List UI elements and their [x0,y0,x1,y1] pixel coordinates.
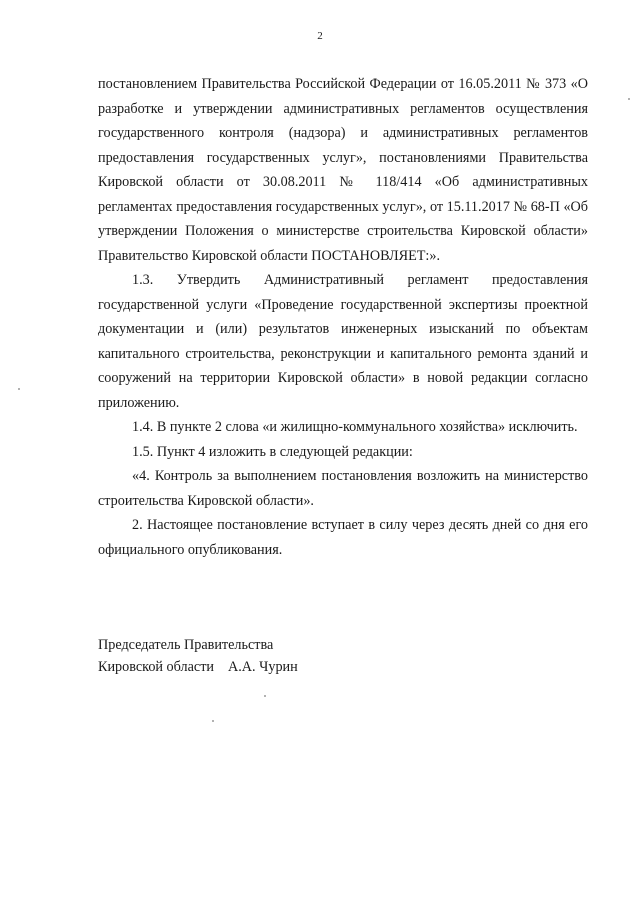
scan-speck [18,388,20,390]
paragraph-preamble-continuation: постановлением Правительства Российской Федерации от 16.05.2011 № 373 «О разработке и утверждении административных регламентов осуществления государственного контроля (надзора) и административных регламентов предоставления государственных услуг», постановлениями Правительства Кировской области от 30.08.2011 № 118/414 «Об административных регламентах предоставления государственных услуг», от 15.11.2017 № 68-П «Об утверждении Положения о министерстве строительства Кировской области» Правительство Кировской области ПОСТАНОВЛЯЕТ:». [98,76,588,264]
scan-speck [628,98,630,100]
paragraph-item-1-4: 1.4. В пункте 2 слова «и жилищно-коммунального хозяйства» исключить. [132,419,578,435]
paragraph-item-1-5: 1.5. Пункт 4 изложить в следующей редакции: [132,443,413,460]
paragraph-item-1-3: 1.3. Утвердить Административный регламент предоставления государственной услуги «Проведение государственной экспертизы проектной документации и (или) результатов инженерных изысканий по объектам капитального строительства, реконструкции и капитального ремонта зданий и сооружений на территории Кировской области» в новой редакции согласно приложению. [98,272,588,411]
scan-speck [212,720,214,722]
signature-title-line-2 [98,656,498,678]
paragraph-item-4-quote: «4. Контроль за выполнением постановления возложить на министерство строительства Кировской области». [98,468,588,509]
signature-title-line-1: Председатель Правительства [98,637,274,653]
signature-block [98,634,498,678]
signature-region: Кировской области [98,659,214,675]
scan-speck [264,695,266,697]
signatory-name: А.А. Чурин [228,659,298,675]
document-body [98,72,588,562]
page-number: 2 [317,30,323,42]
paragraph-item-2: 2. Настоящее постановление вступает в силу через десять дней со дня его официального опубликования. [98,517,588,558]
